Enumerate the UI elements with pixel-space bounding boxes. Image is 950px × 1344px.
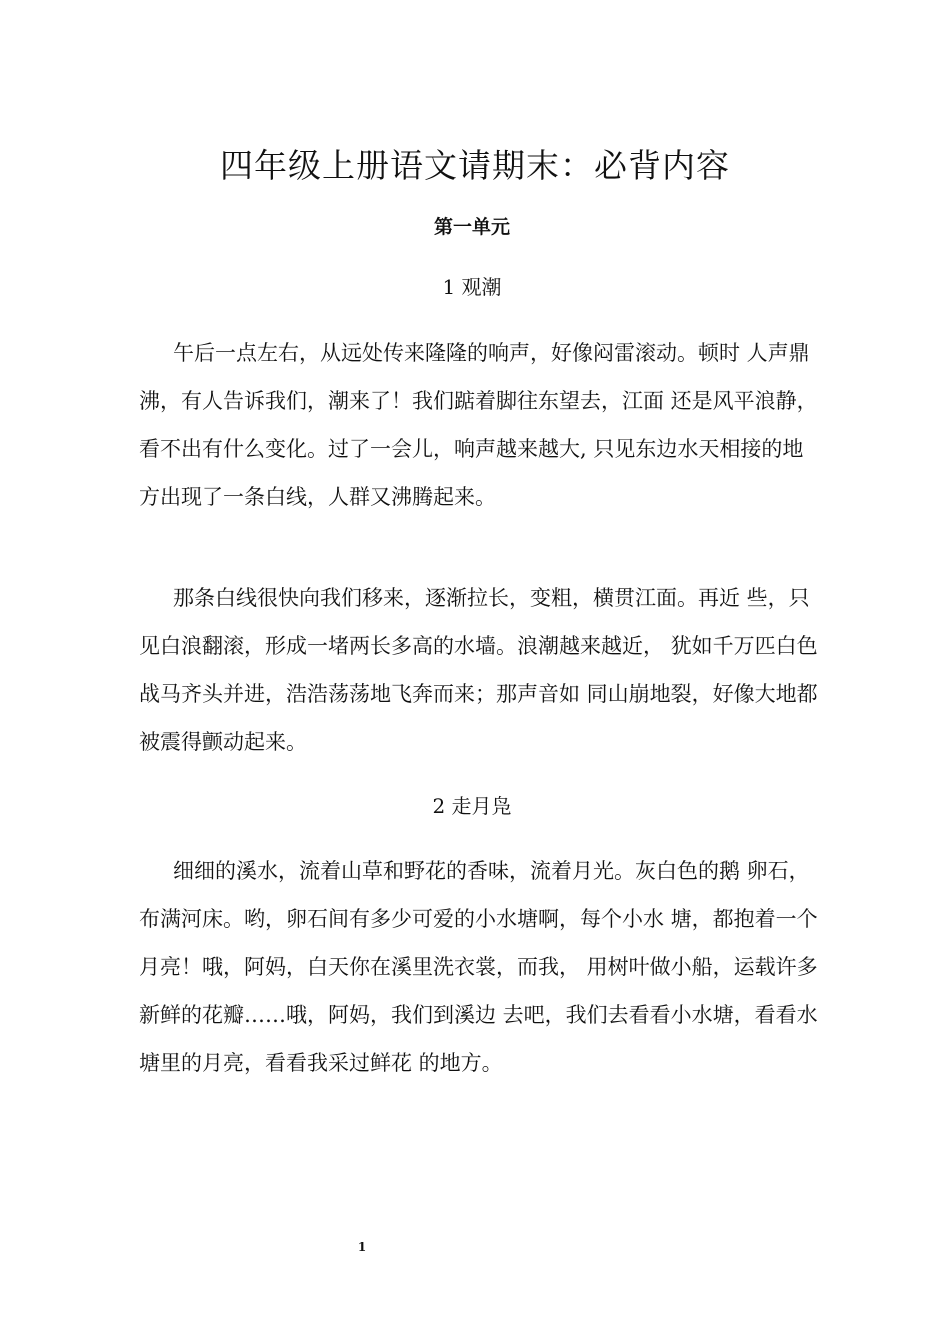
document-title: 四年级上册语文请期末：必背内容 bbox=[220, 146, 730, 185]
paragraph: 细细的溪水，流着山草和野花的香味，流着月光。灰白色的鹅 卵石，布满河床。哟，卵石间有多少可爱的小水塘啊，每个小水 塘，都抱着一个月亮！哦，阿妈，白天你在溪里洗衣裳，而我， 用树叶做小船，运载许多新鲜的花瓣……哦，阿妈，我们到溪边 去吧，我们去看看小水塘，看看水塘里的月亮，看看我采过鲜花 的地方。 bbox=[139, 859, 818, 1075]
paragraph: 那条白线很快向我们移来，逐渐拉长，变粗，横贯江面。再近 些，只见白浪翻滚，形成一堵两长多高的水墙。浪潮越来越近， 犹如千万匹白色战马齐头并进，浩浩荡荡地飞奔而来；那声音如 同山崩地裂，好像大地都被震得颤动起来。 bbox=[139, 586, 818, 754]
lesson-title-zouyue: 2 走月凫 bbox=[432, 794, 512, 818]
page-number: 1 bbox=[357, 1240, 367, 1254]
paragraph: 午后一点左右，从远处传来隆隆的响声，好像闷雷滚动。顿时 人声鼎沸，有人告诉我们，潮来了！我们踮着脚往东望去，江面 还是风平浪静，看不出有什么变化。过了一会儿，响声越来越大, 只见东边水天相接的地方出现了一条白线，人群又沸腾起来。 bbox=[139, 341, 818, 509]
unit-heading: 第一单元 bbox=[433, 216, 510, 238]
lesson-title-guanchao: 1 观潮 bbox=[442, 275, 502, 299]
